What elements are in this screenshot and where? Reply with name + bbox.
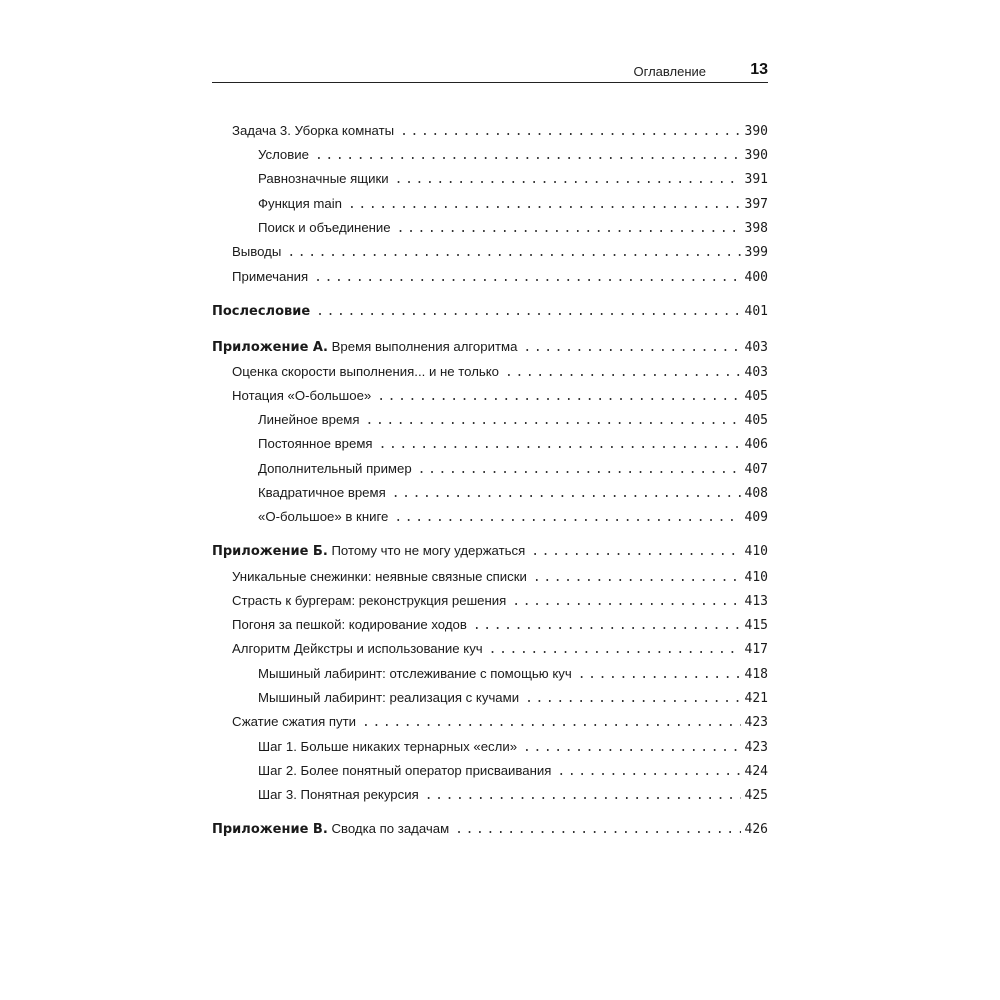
toc-entry-label bbox=[212, 818, 449, 841]
toc-entry-big-o-notation bbox=[232, 385, 768, 407]
toc-entry-afterword bbox=[212, 300, 768, 322]
toc-entry-label: Выводы bbox=[232, 244, 282, 259]
toc-entry-page: 401 bbox=[744, 304, 768, 319]
toc-entry-label: Постоянное время bbox=[258, 436, 373, 451]
toc-entry-label bbox=[212, 336, 517, 359]
toc-entry-page: 415 bbox=[744, 618, 768, 633]
dot-leader bbox=[379, 434, 741, 456]
dot-leader bbox=[525, 688, 740, 710]
toc-entry-label: Функция main bbox=[258, 196, 342, 211]
toc-entry-page: 399 bbox=[744, 245, 768, 260]
header-title: Оглавление bbox=[633, 64, 706, 79]
toc-entry-label: Алгоритм Дейкстры и использование куч bbox=[232, 641, 483, 656]
toc-entry-label: «О-большое» в книге bbox=[258, 509, 389, 524]
dot-leader bbox=[315, 145, 741, 167]
toc-entry-task3 bbox=[232, 120, 768, 142]
toc-entry-bold-label: Приложение Б. bbox=[212, 544, 328, 559]
dot-leader bbox=[392, 483, 741, 505]
toc-entry-page: 405 bbox=[744, 389, 768, 404]
dot-leader bbox=[489, 639, 741, 661]
toc-entry-page: 403 bbox=[744, 340, 768, 355]
toc-entry-page: 421 bbox=[744, 691, 768, 706]
toc-entry-step2 bbox=[258, 760, 768, 782]
toc-entry-page: 390 bbox=[744, 148, 768, 163]
toc-entry-label bbox=[212, 540, 525, 563]
dot-leader bbox=[348, 194, 741, 216]
dot-leader bbox=[531, 541, 740, 563]
toc-entry-page: 424 bbox=[744, 764, 768, 779]
toc-entry-main-function bbox=[258, 193, 768, 215]
toc-entry-label: Мышиный лабиринт: отслеживание с помощью куч bbox=[258, 666, 572, 681]
toc-entry-page: 426 bbox=[744, 822, 768, 837]
toc-entry-label: Нотация «О-большое» bbox=[232, 388, 372, 403]
toc-entry-union-find bbox=[258, 217, 768, 239]
toc-entry-title: Потому что не могу удержаться bbox=[331, 543, 526, 558]
toc-entry-big-o-in-book bbox=[258, 506, 768, 528]
toc-entry-title: Время выполнения алгоритма bbox=[331, 339, 518, 354]
toc-entry-mouse-maze-tracking bbox=[258, 663, 768, 685]
toc-entry-label: Равнозначные ящики bbox=[258, 171, 389, 186]
toc-entry-quadratic-time bbox=[258, 482, 768, 504]
toc-entry-page: 391 bbox=[744, 172, 768, 187]
toc-entry-page: 425 bbox=[744, 788, 768, 803]
toc-entry-condition bbox=[258, 144, 768, 166]
toc-entry-page: 406 bbox=[744, 437, 768, 452]
toc-entry-snowflakes bbox=[232, 566, 768, 588]
running-header bbox=[212, 60, 768, 83]
toc-entry-path-compression bbox=[232, 711, 768, 733]
toc-entry-constant-time bbox=[258, 433, 768, 455]
toc-entry-appendix-a bbox=[212, 336, 768, 358]
toc-entry-label: Уникальные снежинки: неявные связные списки bbox=[232, 569, 527, 584]
toc-entry-label: Шаг 3. Понятная рекурсия bbox=[258, 787, 419, 802]
toc-entry-label: Примечания bbox=[232, 269, 309, 284]
toc-entry-label: Шаг 1. Больше никаких тернарных «если» bbox=[258, 739, 518, 754]
toc-entry-label: Погоня за пешкой: кодирование ходов bbox=[232, 617, 467, 632]
dot-leader bbox=[473, 615, 741, 637]
toc-entry-page: 418 bbox=[744, 667, 768, 682]
toc-entry-step3 bbox=[258, 784, 768, 806]
dot-leader bbox=[287, 242, 740, 264]
toc-entry-label: Поиск и объединение bbox=[258, 220, 391, 235]
toc-entry-label: Страсть к бургерам: реконструкция решения bbox=[232, 593, 507, 608]
toc-entry-mouse-maze-impl bbox=[258, 687, 768, 709]
toc-entry-label: Линейное время bbox=[258, 412, 360, 427]
dot-leader bbox=[505, 362, 741, 384]
toc-entry-page: 409 bbox=[744, 510, 768, 525]
toc-entry-extra-example bbox=[258, 458, 768, 480]
toc-entry-pawn bbox=[232, 614, 768, 636]
dot-leader bbox=[394, 507, 740, 529]
toc-entry-label: Шаг 2. Более понятный оператор присваивания bbox=[258, 763, 552, 778]
toc-entry-page: 398 bbox=[744, 221, 768, 236]
toc-entry-label: Сжатие сжатия пути bbox=[232, 714, 357, 729]
toc-entry-page: 423 bbox=[744, 715, 768, 730]
toc-entry-page: 408 bbox=[744, 486, 768, 501]
dot-leader bbox=[362, 712, 740, 734]
toc-entry-label: Оценка скорости выполнения... и не только bbox=[232, 364, 500, 379]
dot-leader bbox=[455, 819, 740, 841]
dot-leader bbox=[314, 267, 740, 289]
toc-entry-label: Квадратичное время bbox=[258, 485, 386, 500]
dot-leader bbox=[366, 410, 741, 432]
dot-leader bbox=[533, 567, 741, 589]
toc-entry-label: Условие bbox=[258, 147, 309, 162]
toc-entry-page: 390 bbox=[744, 124, 768, 139]
toc-entry-page: 410 bbox=[744, 544, 768, 559]
dot-leader bbox=[523, 737, 740, 759]
toc-entry-burgers bbox=[232, 590, 768, 612]
dot-leader bbox=[425, 785, 741, 807]
toc-entry-bold-label: Приложение В. bbox=[212, 822, 328, 837]
toc-entry-page: 410 bbox=[744, 570, 768, 585]
toc-entry-bold-label: Приложение А. bbox=[212, 340, 328, 355]
toc-entry-label bbox=[212, 300, 310, 323]
dot-leader bbox=[512, 591, 740, 613]
toc-entry-notes bbox=[232, 266, 768, 288]
toc-entry-page: 397 bbox=[744, 197, 768, 212]
dot-leader bbox=[418, 459, 741, 481]
toc-entry-page: 403 bbox=[744, 365, 768, 380]
dot-leader bbox=[395, 169, 741, 191]
toc-entry-title: Сводка по задачам bbox=[331, 821, 450, 836]
toc-entry-label: Мышиный лабиринт: реализация с кучами bbox=[258, 690, 520, 705]
toc-entry-equivalent-boxes bbox=[258, 168, 768, 190]
toc-entry-appendix-c bbox=[212, 818, 768, 840]
toc-entry-page: 417 bbox=[744, 642, 768, 657]
toc-entry-linear-time bbox=[258, 409, 768, 431]
toc-entry-page: 400 bbox=[744, 270, 768, 285]
dot-leader bbox=[397, 218, 741, 240]
header-page-number: 13 bbox=[750, 61, 768, 78]
dot-leader bbox=[557, 761, 740, 783]
toc-entry-label: Задача 3. Уборка комнаты bbox=[232, 123, 395, 138]
toc-entry-label: Дополнительный пример bbox=[258, 461, 412, 476]
dot-leader bbox=[578, 664, 741, 686]
toc-entry-page: 423 bbox=[744, 740, 768, 755]
dot-leader bbox=[400, 121, 740, 143]
toc-entry-speed-estimate bbox=[232, 361, 768, 383]
toc-entry-dijkstra bbox=[232, 638, 768, 660]
dot-leader bbox=[316, 301, 740, 323]
toc-entry-appendix-b bbox=[212, 540, 768, 562]
toc-entry-conclusions bbox=[232, 241, 768, 263]
toc-entry-page: 405 bbox=[744, 413, 768, 428]
toc-entry-page: 407 bbox=[744, 462, 768, 477]
toc-entry-page: 413 bbox=[744, 594, 768, 609]
dot-leader bbox=[377, 386, 740, 408]
toc-entry-bold-label: Послесловие bbox=[212, 304, 311, 319]
dot-leader bbox=[523, 337, 740, 359]
toc-entry-step1 bbox=[258, 736, 768, 758]
